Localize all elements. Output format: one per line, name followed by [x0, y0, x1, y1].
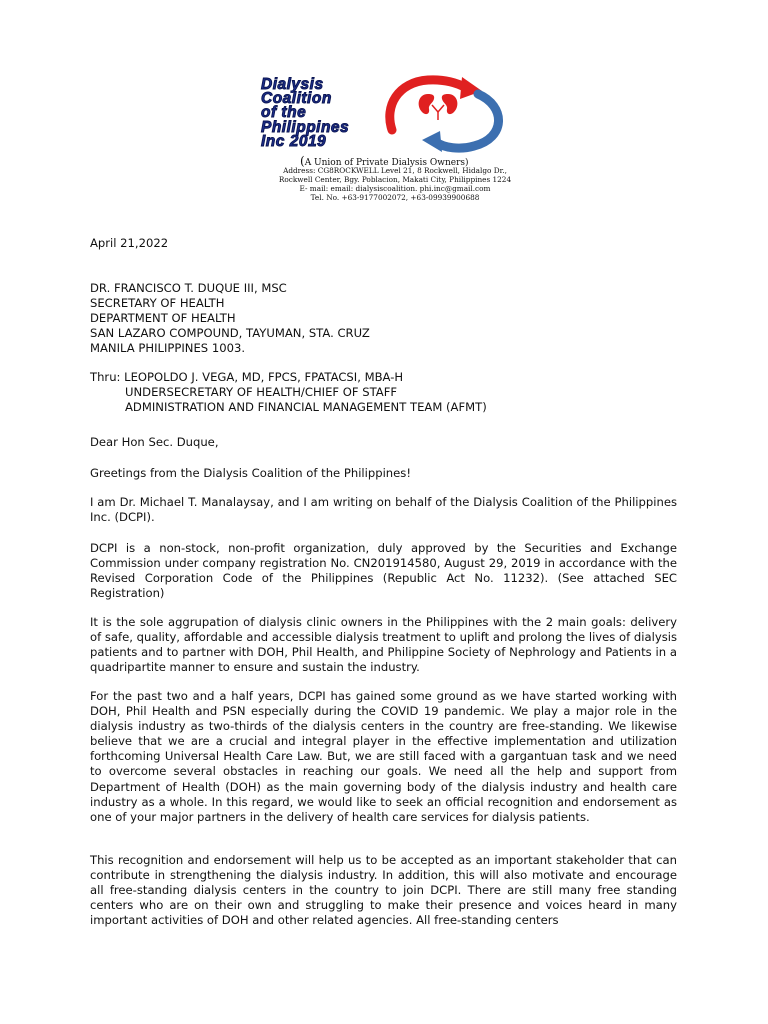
blue-circular-arrow-icon: [422, 94, 499, 152]
greeting: Greetings from the Dialysis Coalition of the Philippines!: [90, 466, 411, 480]
thru-line: Thru: LEOPOLDO J. VEGA, MD, FPCS, FPATACSI, MBA-H: [90, 370, 404, 384]
email-line: E- mail: email: dialysiscoalition. phi.inc@gmail.com: [299, 184, 491, 193]
body-paragraph: I am Dr. Michael T. Manalaysay, and I am writing on behalf of the Dialysis Coalition of the Philippines Inc. (DCPI).: [90, 495, 677, 525]
logo-line: Philippines: [261, 118, 350, 136]
recipient-line: SAN LAZARO COMPOUND, TAYUMAN, STA. CRUZ: [90, 326, 370, 340]
salutation: Dear Hon Sec. Duque,: [90, 435, 219, 449]
body-paragraph: DCPI is a non-stock, non-profit organization, duly approved by the Securities and Exchange Commission under company registration No. CN201914580, August 29, 2019 in accordance with the Revised Corporation Code of the Philippines (Republic Act No. 11232). (See attached SEC Registration): [90, 541, 677, 601]
logo-line: Dialysis: [261, 76, 324, 93]
logo-emblem: [378, 72, 510, 154]
red-circular-arrow-icon: [390, 77, 482, 130]
address-line: Address: CG8ROCKWELL Level 21, 8 Rockwell, Hidalgo Dr.,: [283, 166, 507, 175]
letter-date: April 21,2022: [90, 236, 169, 250]
body-paragraph: For the past two and a half years, DCPI has gained some ground as we have started working with DOH, Phil Health and PSN especially during the COVID 19 pandemic. We play a major role in the dialysis industry as two-thirds of the dialysis centers in the country are free-standing. We likewise believe that we are a crucial and integral player in the effective implementation and utilization forthcoming Universal Health Care Law. But, we are still faced with a gargantuan task and we need to overcome several obstacles in reaching our goals. We need all the help and support from Department of Health (DOH) as the main governing body of the dialysis industry and health care industry as a whole. In this regard, we would like to seek an official recognition and endorsement as one of your major partners in the delivery of health care services for dialysis patients.: [90, 689, 677, 824]
recipient-line: SECRETARY OF HEALTH: [90, 296, 225, 310]
address-line: Rockwell Center, Bgy. Poblacion, Makati City, Philippines 1224: [278, 175, 512, 184]
recipient-line: MANILA PHILIPPINES 1003.: [90, 341, 246, 355]
kidney-icon: [419, 94, 458, 120]
logo-line: Coalition: [261, 90, 332, 108]
logo-line: of the: [261, 104, 307, 122]
recipient-line: DEPARTMENT OF HEALTH: [90, 311, 236, 325]
thru-line: UNDERSECRETARY OF HEALTH/CHIEF OF STAFF: [125, 385, 398, 399]
body-paragraph: It is the sole aggrupation of dialysis clinic owners in the Philippines with the 2 main goals: delivery of safe, quality, affordable and accessible dialysis treatment to uplift and prolong the lives of dialysis patients and to partner with DOH, Phil Health, and Philippine Society of Nephrology and Patients in a quadripartite manner to ensure and sustain the industry.: [90, 615, 677, 675]
tagline: (A Union of Private Dialysis Owners): [300, 154, 469, 168]
recipient-line: DR. FRANCISCO T. DUQUE III, MSC: [90, 281, 287, 295]
letterhead: [0, 0, 768, 215]
logo-line: Inc 2019: [261, 132, 327, 150]
thru-line: ADMINISTRATION AND FINANCIAL MANAGEMENT TEAM (AFMT): [125, 400, 487, 414]
telephone-line: Tel. No. +63-9177002072, +63-09939900688: [310, 193, 480, 202]
body-paragraph: This recognition and endorsement will help us to be accepted as an important stakeholder that can contribute in strengthening the dialysis industry. In addition, this will also motivate and encourage all free-standing dialysis centers in the country to join DCPI. There are still many free standing centers who are on their own and struggling to make their presence and voices heard in many important activities of DOH and other related agencies. All free-standing centers: [90, 853, 677, 928]
